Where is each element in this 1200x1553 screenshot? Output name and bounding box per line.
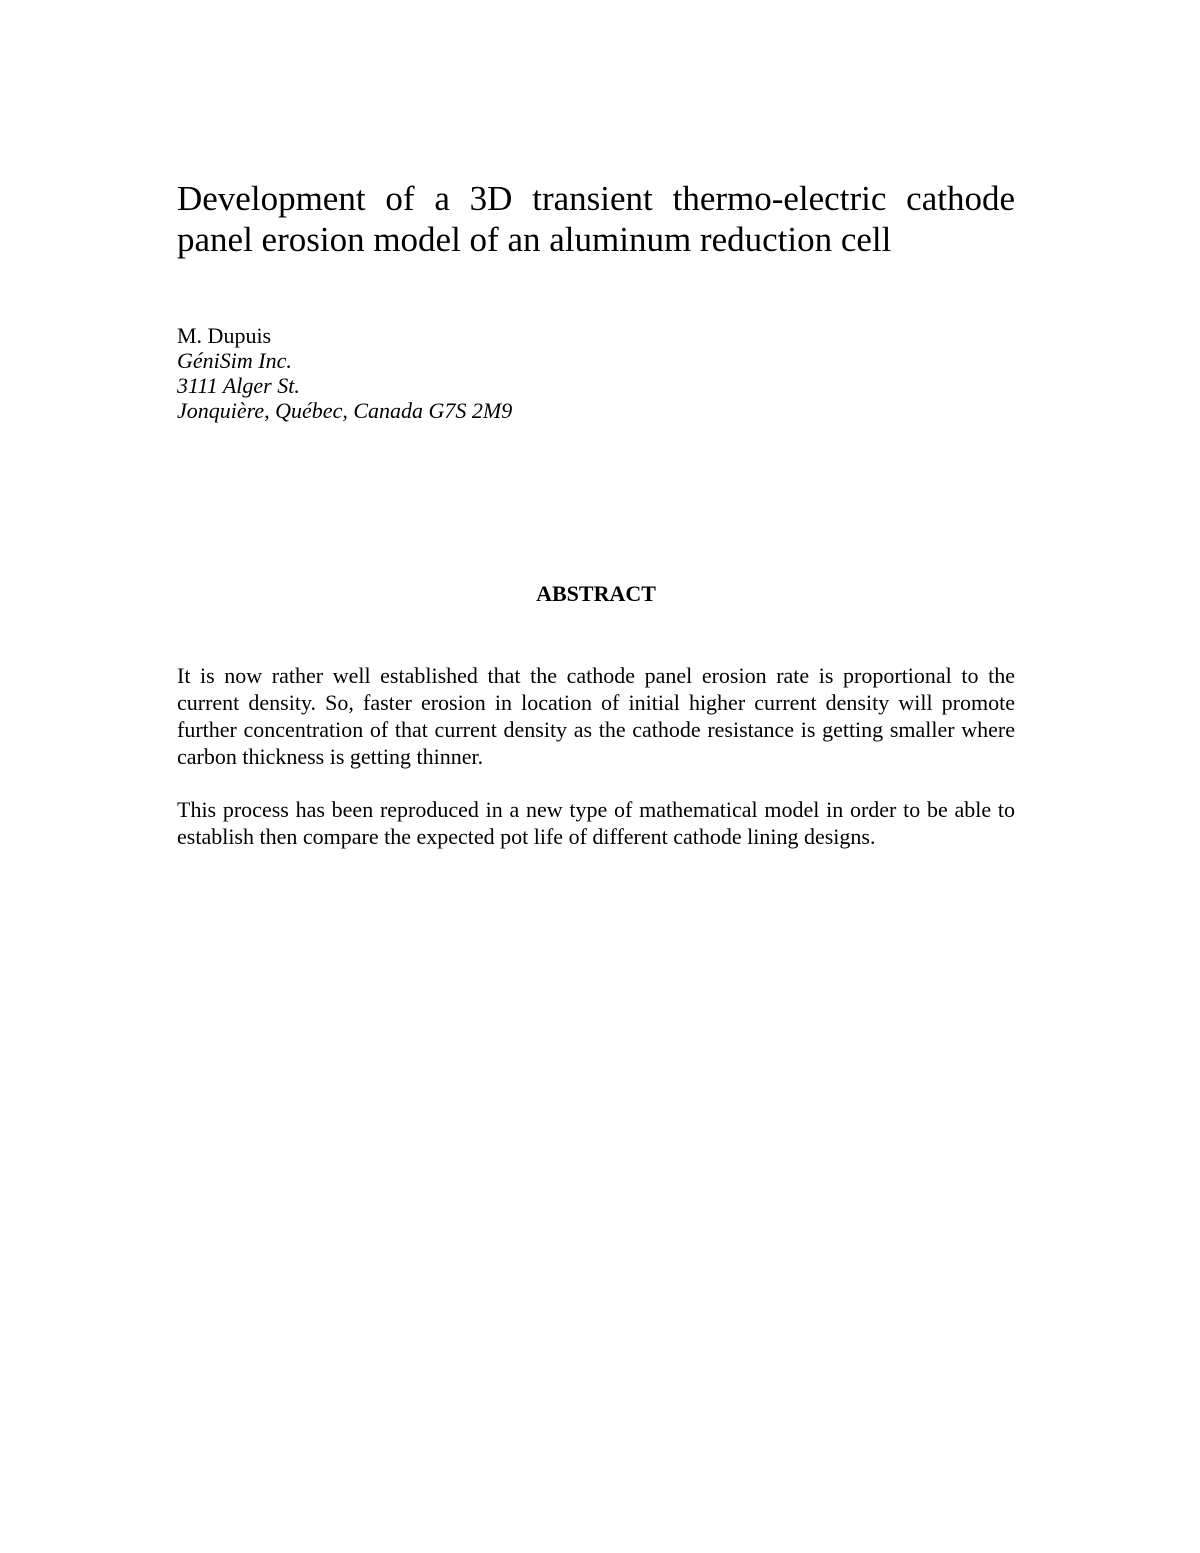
paper-title: Development of a 3D transient thermo-electric cathode panel erosion model of an aluminum reduction cell xyxy=(177,179,1015,259)
author-block xyxy=(177,323,1015,423)
affiliation-line-organization: GéniSim Inc. xyxy=(177,348,292,373)
abstract-heading: ABSTRACT xyxy=(536,581,656,606)
affiliation-line-city: Jonquière, Québec, Canada G7S 2M9 xyxy=(177,398,513,423)
abstract-paragraph: This process has been reproduced in a new type of mathematical model in order to be able to establish then compare the expected pot life of different cathode lining designs. xyxy=(177,797,1015,849)
author-name: M. Dupuis xyxy=(177,323,272,348)
abstract-paragraph: It is now rather well established that the cathode panel erosion rate is proportional to the current density. So, faster erosion in location of initial higher current density will promote further concentration of that current density as the cathode resistance is getting smaller where carbon thickness is getting thinner. xyxy=(177,663,1015,769)
affiliation-line-street: 3111 Alger St. xyxy=(177,373,300,398)
page-content xyxy=(177,178,1015,850)
